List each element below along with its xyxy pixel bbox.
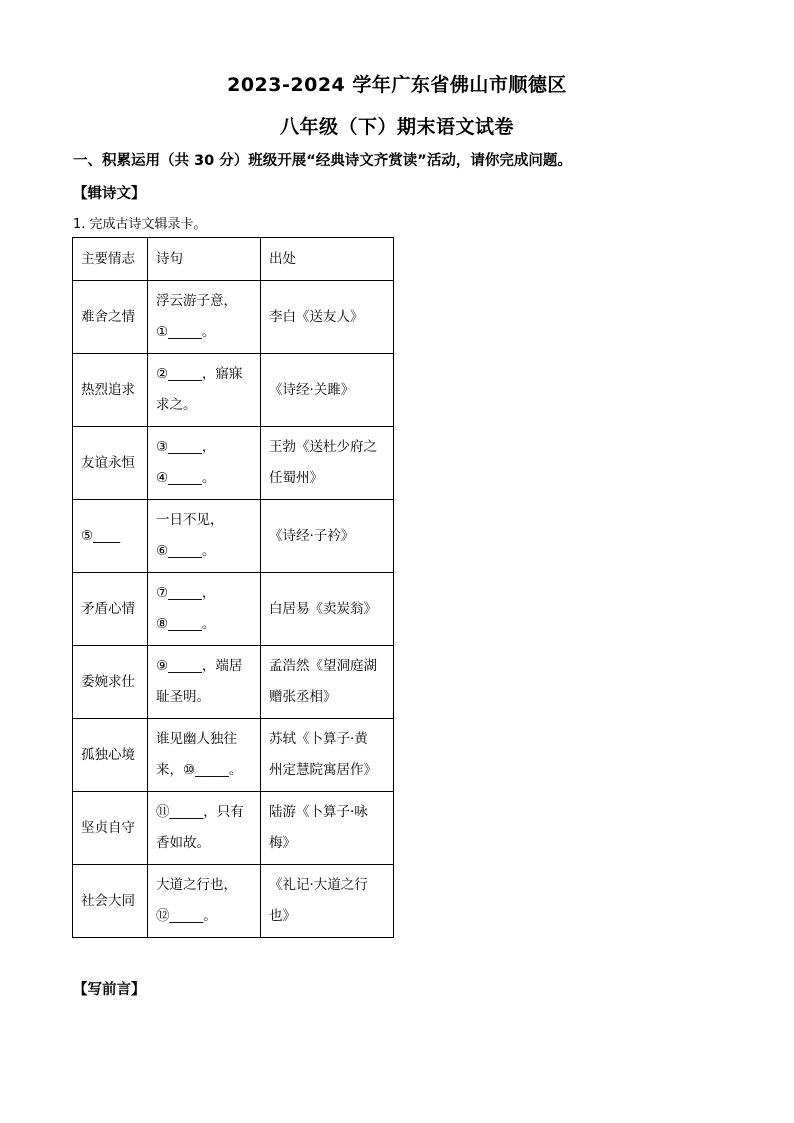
source-line: 赠张丞相》 <box>269 689 337 705</box>
verse-line: 求之。 <box>156 397 197 413</box>
cell-source <box>261 646 394 719</box>
source-line: 《诗经·子衿》 <box>269 527 355 544</box>
verse-line: 浮云游子意， <box>156 293 237 309</box>
verse-line: ⑪_____，只有 <box>156 804 244 820</box>
source-line: 任蜀州》 <box>269 470 323 486</box>
source-line: 《礼记·大道之行 <box>269 877 368 893</box>
cell-verse <box>148 354 261 427</box>
cell-verse <box>148 865 261 938</box>
verse-line: ⑫_____。 <box>156 908 217 924</box>
cell-emotion: 社会大同 <box>73 865 148 938</box>
table-header-row <box>73 238 394 281</box>
cell-emotion: 坚贞自守 <box>73 792 148 865</box>
cell-emotion: 委婉求仕 <box>73 646 148 719</box>
cell-emotion: 孤独心境 <box>73 719 148 792</box>
verse-line: ②_____，寤寐 <box>156 366 243 382</box>
poem-record-table <box>72 237 394 938</box>
cell-verse <box>148 719 261 792</box>
verse-line: ③_____， <box>156 439 216 455</box>
table-row <box>73 646 394 719</box>
exam-title-line2: 八年级（下）期末语文试卷 <box>279 116 514 138</box>
cell-source <box>261 500 394 573</box>
verse-line: 一日不见， <box>156 512 224 528</box>
verse-line: ⑦_____， <box>156 585 216 601</box>
cell-source <box>261 354 394 427</box>
source-line: 州定慧院寓居作》 <box>269 762 377 778</box>
verse-line: 来，⑩_____。 <box>156 762 243 778</box>
subsection-heading-poems: 【辑诗文】 <box>73 186 146 202</box>
source-line: 白居易《卖炭翁》 <box>269 600 377 617</box>
verse-line: 谁见幽人独往 <box>156 731 237 747</box>
subsection-heading-preface: 【写前言】 <box>73 982 146 998</box>
cell-verse <box>148 573 261 646</box>
table-row <box>73 865 394 938</box>
table-row <box>73 427 394 500</box>
cell-verse <box>148 427 261 500</box>
header-emotion: 主要情志 <box>73 238 148 281</box>
table-row <box>73 792 394 865</box>
source-line: 孟浩然《望洞庭湖 <box>269 658 377 674</box>
verse-line: 大道之行也， <box>156 877 237 893</box>
cell-source <box>261 792 394 865</box>
table-row <box>73 719 394 792</box>
header-source: 出处 <box>261 238 394 281</box>
question-1-prompt: 1. 完成古诗文辑录卡。 <box>73 217 207 232</box>
table-row <box>73 573 394 646</box>
header-verse: 诗句 <box>148 238 261 281</box>
source-line: 陆游《卜算子·咏 <box>269 804 368 820</box>
verse-line: ①_____。 <box>156 324 216 340</box>
cell-verse <box>148 281 261 354</box>
cell-emotion: 难舍之情 <box>73 281 148 354</box>
cell-emotion: 友谊永恒 <box>73 427 148 500</box>
source-line: 《诗经·关雎》 <box>269 381 355 398</box>
cell-emotion: 矛盾心情 <box>73 573 148 646</box>
section-heading: 一、积累运用（共 30 分）班级开展“经典诗文齐赏读”活动，请你完成问题。 <box>73 153 572 169</box>
cell-source <box>261 573 394 646</box>
source-line: 梅》 <box>269 835 296 851</box>
verse-line: ④_____。 <box>156 470 216 486</box>
verse-line: ⑧_____。 <box>156 616 216 632</box>
cell-source <box>261 281 394 354</box>
source-line: 李白《送友人》 <box>269 308 364 325</box>
table-row <box>73 281 394 354</box>
verse-line: ⑥_____。 <box>156 543 216 559</box>
cell-source <box>261 719 394 792</box>
cell-emotion: 热烈追求 <box>73 354 148 427</box>
source-line: 苏轼《卜算子·黄 <box>269 731 368 747</box>
exam-title-line1: 2023-2024 学年广东省佛山市顺德区 <box>227 74 567 96</box>
verse-line: 香如故。 <box>156 835 210 851</box>
cell-verse <box>148 792 261 865</box>
source-line: 也》 <box>269 908 296 924</box>
table-row <box>73 354 394 427</box>
source-line: 王勃《送杜少府之 <box>269 439 377 455</box>
table-row <box>73 500 394 573</box>
verse-line: ⑨_____，端居 <box>156 658 243 674</box>
cell-verse <box>148 646 261 719</box>
cell-source <box>261 865 394 938</box>
cell-source <box>261 427 394 500</box>
verse-line: 耻圣明。 <box>156 689 210 705</box>
cell-emotion: ⑤____ <box>73 500 148 573</box>
cell-verse <box>148 500 261 573</box>
